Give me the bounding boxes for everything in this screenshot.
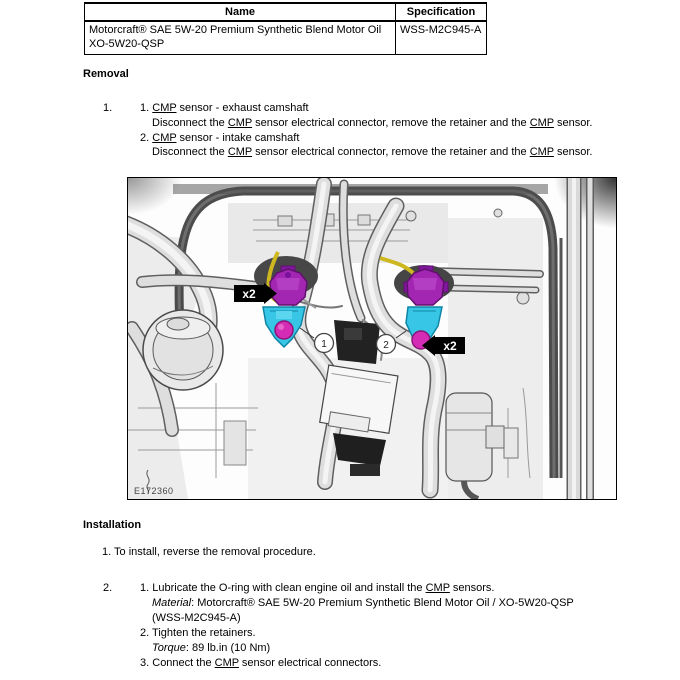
cmp-link[interactable]: CMP <box>152 131 177 144</box>
installation-step-1 <box>102 546 316 558</box>
spec-name-cell: Motorcraft® SAE 5W-20 Premium Synthetic Blend Motor Oil XO-5W20-QSP <box>85 21 396 55</box>
cmp-link[interactable]: CMP <box>529 146 554 159</box>
removal-step-number: 1. <box>103 102 113 114</box>
installation-heading: Installation <box>83 519 142 531</box>
spec-value-cell: WSS-M2C945-A <box>396 21 487 55</box>
removal-heading: Removal <box>83 68 129 80</box>
install-substep-1 <box>140 581 592 596</box>
substep-number: 2. <box>140 626 150 639</box>
cmp-link[interactable]: CMP <box>425 582 450 594</box>
removal-substep-1-title <box>140 101 663 116</box>
note-text: : 89 lb.in (10 Nm) <box>185 641 271 654</box>
removal-substep-1-detail <box>152 116 663 131</box>
detail-text: sensor electrical connector, remove the retainer and the <box>252 116 530 129</box>
removal-substep-2-detail <box>152 145 663 160</box>
callout-2-number: 2 <box>383 340 389 351</box>
cmp-link[interactable]: CMP <box>214 656 239 669</box>
callout-1-number: 1 <box>321 339 327 350</box>
detail-text: Disconnect the <box>152 116 228 129</box>
install-substep-1-note <box>152 596 592 626</box>
sensor-head-magenta <box>275 321 293 339</box>
substep-text: Connect the <box>152 656 215 669</box>
substep-text: sensor electrical connectors. <box>238 656 382 669</box>
note-label: Torque <box>152 641 186 654</box>
substep-text: Lubricate the O-ring with clean engine oil and install the <box>152 582 426 594</box>
cmp-link[interactable]: CMP <box>152 102 177 114</box>
removal-step-1 <box>103 101 663 160</box>
engine-illustration <box>128 178 616 499</box>
note-label: Material <box>152 596 192 609</box>
detail-text: Disconnect the <box>152 146 228 159</box>
install-substep-2 <box>140 626 592 641</box>
removal-substep-2-title <box>140 131 663 146</box>
detail-text: sensor electrical connector, remove the retainer and the <box>252 146 530 159</box>
substep-text: Tighten the retainers. <box>152 626 256 639</box>
spec-table-header-row <box>85 3 487 21</box>
spec-table-header-name: Name <box>85 3 396 21</box>
installation-step-2 <box>103 581 623 670</box>
cmp-link[interactable]: CMP <box>529 116 554 129</box>
substep-number: 1. <box>140 582 150 594</box>
substep-text: sensors. <box>449 582 495 594</box>
center-bracket <box>334 320 380 364</box>
substep-number: 3. <box>140 656 150 669</box>
step-number: 1. <box>102 546 112 558</box>
detail-text: sensor. <box>553 116 593 129</box>
cmp-link[interactable]: CMP <box>227 116 253 129</box>
substep-title-text: sensor - intake camshaft <box>176 131 300 144</box>
installation-step-number: 2. <box>103 582 113 594</box>
vacuum-reservoir <box>143 310 223 390</box>
substep-number: 2. <box>140 131 150 144</box>
module-box <box>319 365 398 435</box>
engine-illustration-figure <box>127 177 617 500</box>
x2-left-label: x2 <box>242 287 256 301</box>
substep-number: 1. <box>140 102 150 114</box>
spec-table <box>84 2 487 55</box>
note-text: : Motorcraft® SAE 5W-20 Premium Synthetic Blend Motor Oil / XO-5W20-QSP (WSS-M2C945-A) <box>152 596 574 624</box>
figure-id-label: E172360 <box>134 486 174 496</box>
spec-table-row <box>85 21 487 55</box>
step-text: To install, reverse the removal procedure. <box>114 546 316 558</box>
install-substep-2-note <box>152 641 592 656</box>
detail-text: sensor. <box>553 146 593 159</box>
spec-table-header-specification: Specification <box>396 3 487 21</box>
cmp-link[interactable]: CMP <box>227 146 253 159</box>
substep-title-text: sensor - exhaust camshaft <box>176 102 309 114</box>
install-substep-3 <box>140 656 592 671</box>
x2-right-label: x2 <box>443 339 457 353</box>
